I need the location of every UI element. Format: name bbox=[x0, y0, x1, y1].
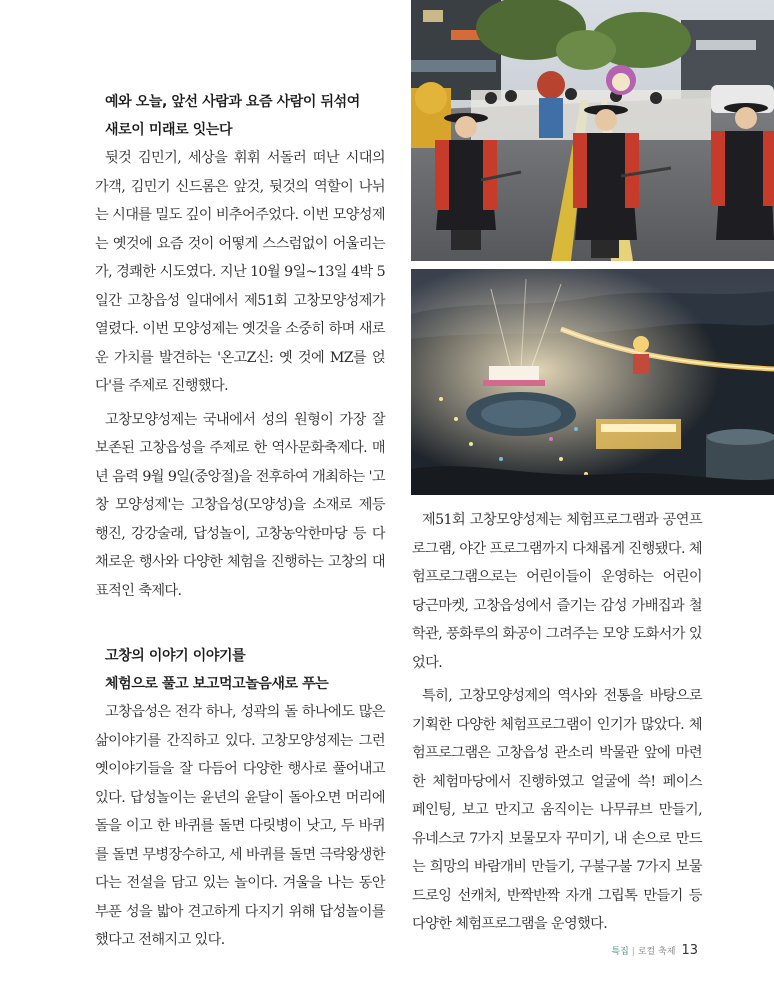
section2-heading bbox=[95, 642, 385, 698]
section2-heading-line1: 고창의 이야기 이야기를 bbox=[105, 648, 246, 664]
section3-paragraph-1: 제51회 고창모양성제는 체험프로그램과 공연프로그램, 야간 프로그램까지 다채롭게 진행됐다. 체험프로그램으로는 어린이들이 운영하는 어린이 당근마켓, 고창읍성에서 즐기는 감성 가배집과 철학관, 풍화루의 화공이 그려주는 모양 도화서가 있었다. bbox=[412, 512, 702, 671]
section1-paragraph-2: 고창모양성제는 국내에서 성의 원형이 가장 잘 보존된 고창읍성을 주제로 한 역사문화축제다. 매년 음력 9월 9일(중앙절)을 전후하여 개최하는 '고창 모양성제'는 고창읍성(모양성)을 소재로 제등행진, 강강술래, 답성놀이, 고창농악한마당 등 다채로운 행사와 다양한 체험을 진행하는 고창의 대표적인 축제다. bbox=[95, 411, 385, 599]
section1-paragraph-1: 뒷것 김민기, 세상을 휘휘 서돌러 떠난 시대의 가객, 김민기 신드롬은 앞것, 뒷것의 역할이 나뉘는 시대를 밀도 깊이 비추어주었다. 이번 모양성제는 옛것에 요즘 것이 어떻게 스스럼없이 어울리는가, 경쾌한 시도였다. 지난 10월 9일~13일 4박 5일간 고창읍성 일대에서 제51회 고창모양성제가 열렸다. 이번 모양성제는 옛것을 소중히 하며 새로운 가치를 발견하는 '온고Z신: 옛 것에 MZ를 얹다'를 주제로 진행했다. bbox=[95, 150, 385, 394]
section2-heading-line2: 체험으로 풀고 보고먹고놀음새로 푸는 bbox=[105, 676, 329, 692]
footer-separator: | bbox=[631, 947, 635, 957]
right-column bbox=[412, 506, 702, 944]
footer-section: 특집 bbox=[611, 947, 629, 957]
section2-paragraph-1: 고창읍성은 전각 하나, 성곽의 돌 하나에도 많은 삶이야기를 간직하고 있다. 고창모양성제는 그런 옛이야기들을 잘 다듬어 다양한 행사로 풀어내고 있다. 답성놀이는 윤년의 윤달이 돌아오면 머리에 돌을 이고 한 바퀴를 돌면 다릿병이 낫고, 두 바퀴를 돌면 무병장수하고, 세 바퀴를 돌면 극락왕생한다는 전설을 담고 있는 놀이다. 겨울을 나는 동안 부푼 성을 밟아 견고하게 다지기 위해 답성놀이를 했다고 전해지고 있다. bbox=[95, 704, 385, 948]
night-aerial-photo bbox=[411, 269, 774, 495]
night-aerial-illustration bbox=[411, 269, 774, 495]
page-number: 13 bbox=[681, 943, 698, 958]
section3-paragraph-2: 특히, 고창모양성제의 역사와 전통을 바탕으로 기획한 다양한 체험프로그램이 인기가 많았다. 체험프로그램은 고창읍성 관소리 박물관 앞에 마련한 체험마당에서 진행하였고 얼굴에 쓱! 페이스 페인팅, 보고 만지고 움직이는 나무큐브 만들기, 유네스코 7가지 보물모자 꾸미기, 내 손으로 만드는 희망의 바람개비 만들기, 구불구불 7가지 보물 드로잉 선캐처, 반짝반짝 자개 그립톡 만들기 등 다양한 체험프로그램을 운영했다. bbox=[412, 688, 702, 932]
footer-subsection: 로컬 축제 bbox=[637, 947, 676, 957]
parade-photo-illustration bbox=[411, 0, 774, 261]
page-footer bbox=[611, 943, 698, 958]
parade-photo bbox=[411, 0, 774, 261]
section1-heading bbox=[95, 88, 385, 144]
section1-heading-line1: 예와 오늘, 앞선 사람과 요즘 사람이 뒤섞여 bbox=[105, 94, 360, 110]
left-column bbox=[95, 88, 385, 960]
section1-heading-line2: 새로이 미래로 잇는다 bbox=[105, 122, 233, 138]
